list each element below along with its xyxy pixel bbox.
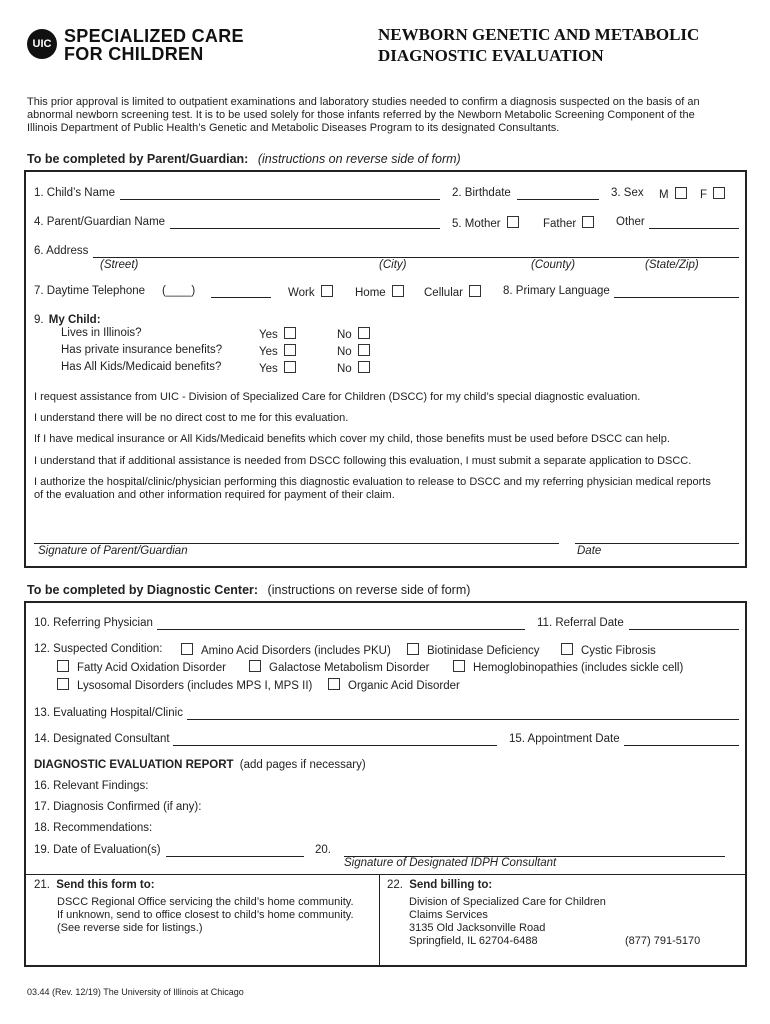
birthdate-label: 2. Birthdate [452, 187, 511, 199]
galactose-checkbox[interactable] [249, 660, 261, 672]
condition-biotinidase [407, 643, 540, 657]
other-label: Other [616, 216, 645, 228]
logo-line-2: FOR CHILDREN [64, 44, 204, 64]
home-label: Home [355, 287, 386, 299]
cystic-fibrosis-checkbox[interactable] [561, 643, 573, 655]
form-title-line-2: DIAGNOSTIC EVALUATION [378, 46, 604, 65]
q3-yes-label: Yes [259, 363, 278, 375]
my-child-num: 9. [34, 314, 44, 326]
guardian-signature-field[interactable] [34, 543, 559, 544]
father-option [543, 216, 594, 230]
biotinidase-checkbox[interactable] [407, 643, 419, 655]
designated-consultant-field[interactable] [173, 745, 497, 746]
statement-authorize-1: I authorize the hospital/clinic/physician performing this diagnostic evaluation to release to DSCC and my referring physician medical reports [34, 476, 711, 488]
q1-no-checkbox[interactable] [358, 327, 370, 339]
designated-consultant-label: 14. Designated Consultant [34, 733, 170, 745]
address-field[interactable] [93, 257, 739, 258]
cellular-checkbox[interactable] [469, 285, 481, 297]
lysosomal-label: Lysosomal Disorders (includes MPS I, MPS II) [77, 680, 313, 692]
amino-acid-checkbox[interactable] [181, 643, 193, 655]
statement-request: I request assistance from UIC - Division of Specialized Care for Children (DSCC) for my child’s special diagnostic evaluation. [34, 391, 641, 403]
other-field[interactable] [649, 228, 739, 229]
recommendations-label[interactable]: 18. Recommendations: [34, 822, 153, 834]
guardian-date-field[interactable] [575, 543, 739, 544]
phone-area-code[interactable]: (____) [162, 285, 196, 297]
send-form-line-1: DSCC Regional Office servicing the child’s home community. [57, 896, 354, 908]
send-billing-heading [387, 879, 492, 891]
form-title-line-1: NEWBORN GENETIC AND METABOLIC [378, 25, 700, 44]
q1-yes-label: Yes [259, 329, 278, 341]
send-form-label: Send this form to: [56, 879, 155, 891]
q2-no-option [337, 344, 370, 358]
street-caption: (Street) [100, 259, 139, 271]
q2-yes-label: Yes [259, 346, 278, 358]
q3-yes-checkbox[interactable] [284, 361, 296, 373]
lysosomal-checkbox[interactable] [57, 678, 69, 690]
billing-address-line-2: Claims Services [409, 909, 488, 921]
q1-yes-option [259, 327, 296, 341]
form-footer: 03.44 (Rev. 12/19) The University of Illinois at Chicago [27, 987, 244, 997]
sex-f-label: F [700, 189, 708, 201]
send-billing-num: 22. [387, 879, 403, 891]
cellular-label: Cellular [424, 287, 463, 299]
language-label: 8. Primary Language [503, 285, 610, 297]
relevant-findings-label[interactable]: 16. Relevant Findings: [34, 780, 149, 792]
condition-galactose [249, 660, 429, 674]
mother-checkbox[interactable] [507, 216, 519, 228]
report-heading [34, 759, 366, 771]
home-option [355, 285, 404, 299]
sex-m-option [659, 187, 687, 201]
uic-logo-mark: UIC [27, 29, 57, 59]
hemoglobinopathies-checkbox[interactable] [453, 660, 465, 672]
parent-heading-note: (instructions on reverse side of form) [257, 152, 461, 166]
appointment-date-field[interactable] [624, 745, 739, 746]
send-to-divider [24, 874, 747, 875]
galactose-label: Galactose Metabolism Disorder [269, 662, 430, 674]
send-column-divider [379, 874, 380, 967]
send-form-line-3: (See reverse side for listings.) [57, 922, 203, 934]
sex-f-checkbox[interactable] [713, 187, 725, 199]
sex-m-checkbox[interactable] [675, 187, 687, 199]
amino-acid-label: Amino Acid Disorders (includes PKU) [201, 645, 391, 657]
q3-no-option [337, 361, 370, 375]
q3-yes-option [259, 361, 296, 375]
evaluating-hospital-field[interactable] [187, 719, 739, 720]
q2-yes-option [259, 344, 296, 358]
guardian-name-field[interactable] [170, 228, 440, 229]
parent-heading-text: To be completed by Parent/Guardian: [27, 152, 249, 166]
q3-no-label: No [337, 363, 352, 375]
sex-f-option [700, 187, 725, 201]
referral-date-field[interactable] [629, 629, 739, 630]
referral-date-label: 11. Referral Date [537, 617, 624, 629]
send-form-line-2: If unknown, send to office closest to child’s home community. [57, 909, 354, 921]
statement-authorize-2: of the evaluation and other information required for payment of their claim. [34, 489, 395, 501]
condition-amino-acid [181, 643, 391, 657]
work-label: Work [288, 287, 315, 299]
fatty-acid-label: Fatty Acid Oxidation Disorder [77, 662, 226, 674]
report-heading-bold: DIAGNOSTIC EVALUATION REPORT [34, 759, 234, 771]
work-checkbox[interactable] [321, 285, 333, 297]
referring-physician-label: 10. Referring Physician [34, 617, 153, 629]
report-heading-note: (add pages if necessary) [239, 759, 366, 771]
center-heading-text: To be completed by Diagnostic Center: [27, 583, 259, 597]
q1-yes-checkbox[interactable] [284, 327, 296, 339]
billing-phone: (877) 791-5170 [625, 935, 701, 947]
send-form-num: 21. [34, 879, 50, 891]
q3-no-checkbox[interactable] [358, 361, 370, 373]
consultant-signature-caption: Signature of Designated IDPH Consultant [344, 857, 557, 869]
sex-label: 3. Sex [611, 187, 644, 199]
birthdate-field[interactable] [517, 199, 599, 200]
logo-line-1: SPECIALIZED CARE [64, 26, 244, 46]
q2-no-checkbox[interactable] [358, 344, 370, 356]
condition-lysosomal [57, 678, 312, 692]
center-section-heading [27, 583, 470, 597]
father-checkbox[interactable] [582, 216, 594, 228]
diagnosis-confirmed-label[interactable]: 17. Diagnosis Confirmed (if any): [34, 801, 202, 813]
home-checkbox[interactable] [392, 285, 404, 297]
q2-no-label: No [337, 346, 352, 358]
guardian-signature-caption: Signature of Parent/Guardian [38, 545, 188, 557]
center-heading-note: (instructions on reverse side of form) [267, 583, 471, 597]
evaluating-hospital-label: 13. Evaluating Hospital/Clinic [34, 707, 183, 719]
evaluation-date-field[interactable] [166, 856, 304, 857]
statement-no-cost: I understand there will be no direct cost to me for this evaluation. [34, 412, 349, 424]
intro-line-2: abnormal newborn screening test. It is to be used solely for those infants referred by the Newborn Metabolic Screening Component of the [27, 109, 695, 121]
q1-no-option [337, 327, 370, 341]
billing-address-line-1: Division of Specialized Care for Children [409, 896, 606, 908]
cystic-fibrosis-label: Cystic Fibrosis [581, 645, 656, 657]
my-child-label: My Child: [48, 314, 101, 326]
fatty-acid-checkbox[interactable] [57, 660, 69, 672]
county-caption: (County) [531, 259, 576, 271]
mother-label: 5. Mother [452, 218, 501, 230]
organic-acid-checkbox[interactable] [328, 678, 340, 690]
condition-hemoglobinopathies [453, 660, 683, 674]
referring-physician-field[interactable] [157, 629, 525, 630]
q1-no-label: No [337, 329, 352, 341]
intro-line-1: This prior approval is limited to outpatient examinations and laboratory studies needed to confirm a diagnosis suspected on the basis of an [27, 96, 700, 108]
city-caption: (City) [379, 259, 407, 271]
biotinidase-label: Biotinidase Deficiency [427, 645, 540, 657]
intro-line-3: Illinois Department of Public Health’s Genetic and Metabolic Diseases Program to its designated Consultants. [27, 122, 560, 134]
suspected-condition-label: 12. Suspected Condition: [34, 643, 163, 655]
send-form-heading [34, 879, 155, 891]
mother-option [452, 216, 519, 230]
billing-address-line-4: Springfield, IL 62704-6488 [409, 935, 538, 947]
cellular-option [424, 285, 481, 299]
question-private-insurance: Has private insurance benefits? [61, 344, 223, 356]
guardian-date-caption: Date [577, 545, 602, 557]
consultant-signature-num: 20. [315, 844, 331, 856]
child-name-label: 1. Child’s Name [34, 187, 115, 199]
statement-additional: I understand that if additional assistance is needed from DSCC following this evaluation, I must submit a separate application to DSCC. [34, 455, 692, 467]
father-label: Father [543, 218, 577, 230]
work-option [288, 285, 333, 299]
guardian-name-label: 4. Parent/Guardian Name [34, 216, 166, 228]
parent-section-heading [27, 152, 461, 166]
appointment-date-label: 15. Appointment Date [509, 733, 620, 745]
billing-address-line-3: 3135 Old Jacksonville Road [409, 922, 546, 934]
organic-acid-label: Organic Acid Disorder [348, 680, 460, 692]
statement-insurance: If I have medical insurance or All Kids/Medicaid benefits which cover my child, those benefits must be used before DSCC can help. [34, 433, 670, 445]
question-all-kids: Has All Kids/Medicaid benefits? [61, 361, 222, 373]
language-field[interactable] [614, 297, 739, 298]
send-billing-label: Send billing to: [409, 879, 493, 891]
condition-cystic-fibrosis [561, 643, 656, 657]
evaluation-date-label: 19. Date of Evaluation(s) [34, 844, 161, 856]
child-name-field[interactable] [120, 199, 440, 200]
address-label: 6. Address [34, 245, 89, 257]
condition-fatty-acid [57, 660, 226, 674]
condition-organic-acid [328, 678, 460, 692]
phone-label: 7. Daytime Telephone [34, 285, 146, 297]
state-zip-caption: (State/Zip) [645, 259, 699, 271]
my-child-heading [34, 314, 101, 326]
phone-number-field[interactable] [211, 297, 271, 298]
q2-yes-checkbox[interactable] [284, 344, 296, 356]
sex-m-label: M [659, 189, 669, 201]
question-lives-illinois: Lives in Illinois? [61, 327, 142, 339]
hemoglobinopathies-label: Hemoglobinopathies (includes sickle cell) [473, 662, 684, 674]
